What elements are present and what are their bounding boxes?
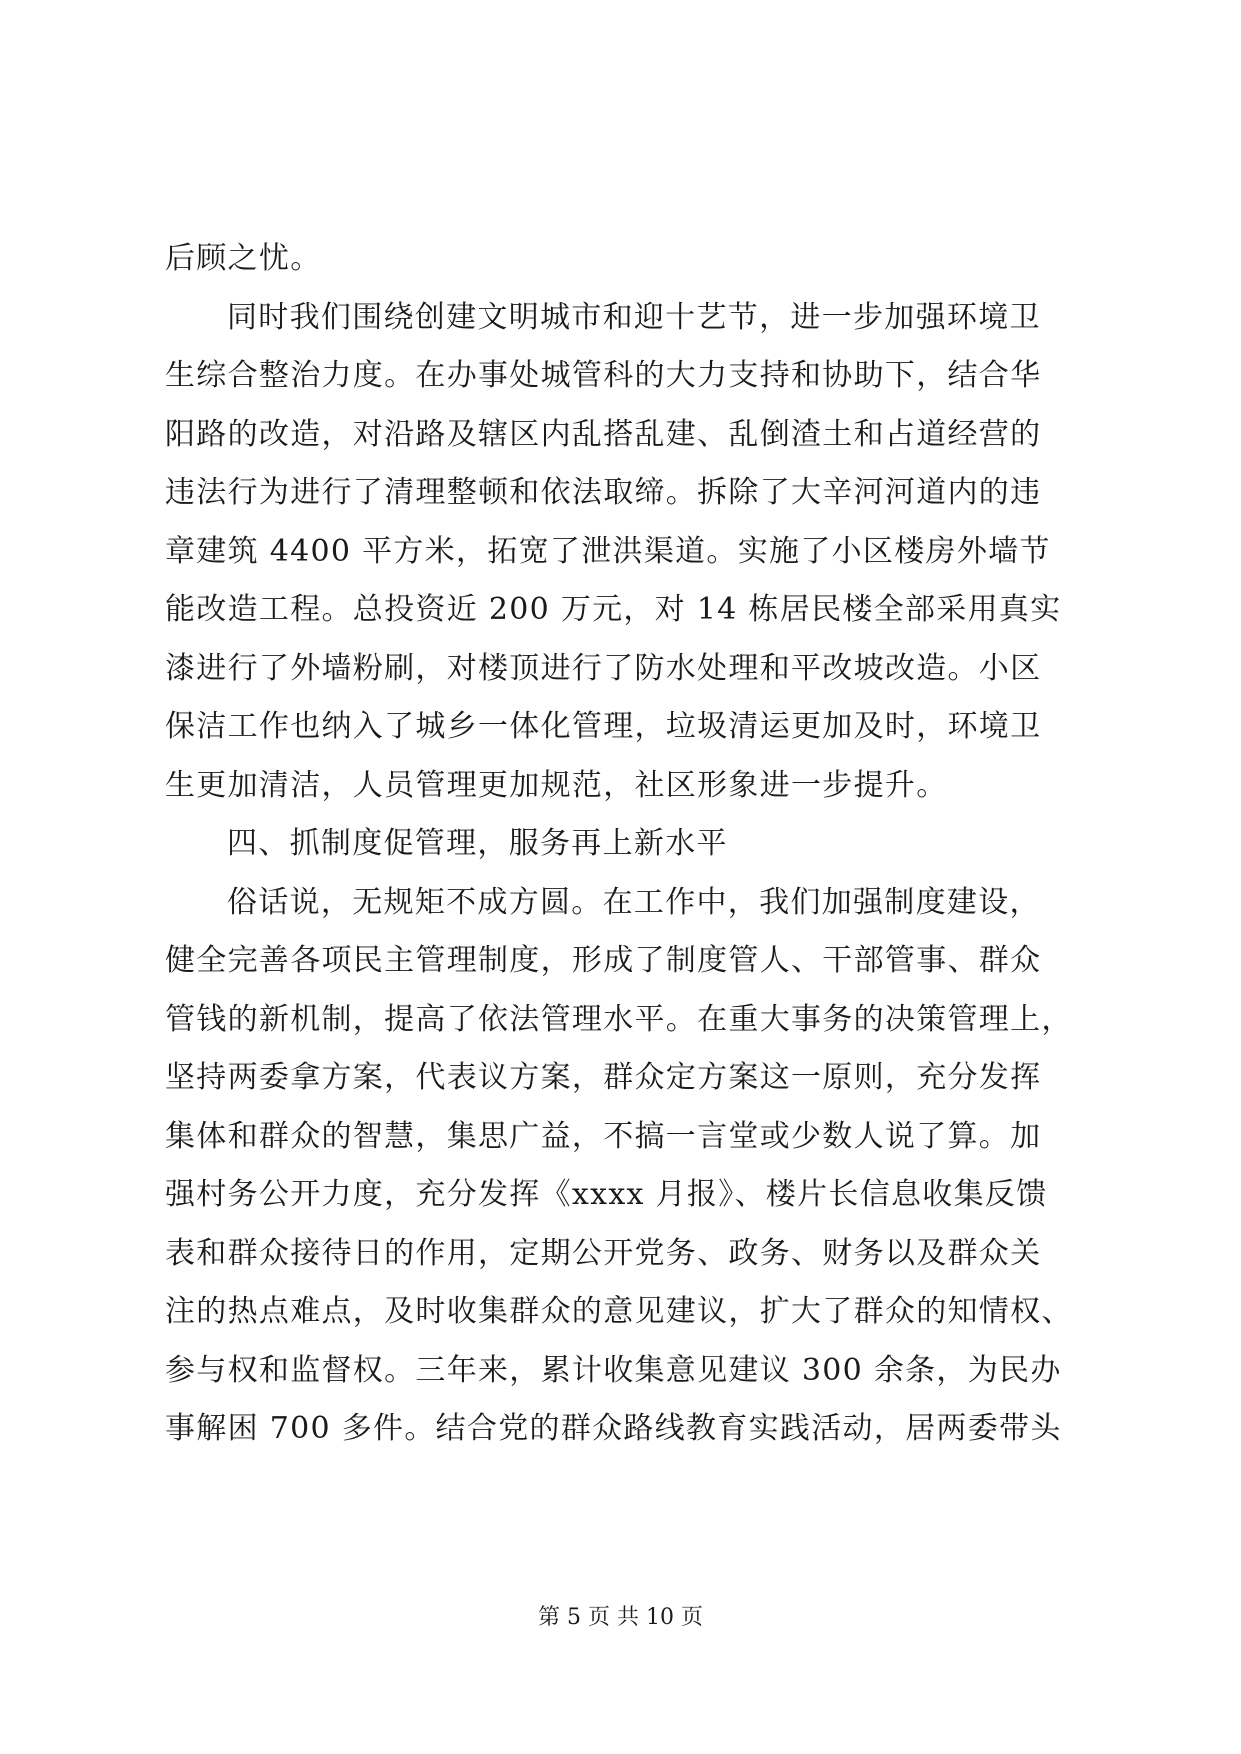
document-body <box>165 230 1095 1459</box>
section-heading: 四、抓制度促管理，服务再上新水平 <box>227 826 728 861</box>
body-line: 阳路的改造，对沿路及辖区内乱搭乱建、乱倒渣土和占道经营的 <box>165 416 1042 452</box>
body-line: 章建筑 4400 平方米，拓宽了泄洪渠道。实施了小区楼房外墙节 <box>165 533 1051 569</box>
body-line: 违法行为进行了清理整顿和依法取缔。拆除了大辛河河道内的违 <box>165 475 1042 510</box>
body-line: 注的热点难点，及时收集群众的意见建议，扩大了群众的知情权、 <box>165 1294 1073 1329</box>
body-line: 集体和群众的智慧，集思广益，不搞一言堂或少数人说了算。加 <box>165 1118 1042 1154</box>
body-line: 生综合整治力度。在办事处城管科的大力支持和协助下，结合华 <box>165 358 1042 393</box>
body-line: 漆进行了外墙粉刷，对楼顶进行了防水处理和平改坡改造。小区 <box>165 650 1042 686</box>
body-line: 表和群众接待日的作用，定期公开党务、政务、财务以及群众关 <box>165 1235 1042 1271</box>
body-line: 生更加清洁，人员管理更加规范，社区形象进一步提升。 <box>165 767 948 803</box>
body-line: 坚持两委拿方案，代表议方案，群众定方案这一原则，充分发挥 <box>165 1060 1042 1095</box>
body-line: 管钱的新机制，提高了依法管理水平。在重大事务的决策管理上， <box>165 1001 1073 1037</box>
body-line: 事解困 700 多件。结合党的群众路线教育实践活动，居两委带头 <box>165 1411 1062 1446</box>
body-line: 参与权和监督权。三年来，累计收集意见建议 300 余条，为民办 <box>165 1352 1062 1388</box>
body-line: 强村务公开力度，充分发挥《xxxx 月报》、楼片长信息收集反馈 <box>165 1177 1048 1212</box>
page-number-footer: 第 5 页 共 10 页 <box>538 1605 703 1630</box>
body-line: 能改造工程。总投资近 200 万元，对 14 栋居民楼全部采用真实 <box>165 592 1062 627</box>
body-line: 健全完善各项民主管理制度，形成了制度管人、干部管事、群众 <box>165 943 1042 978</box>
body-line: 后顾之忧。 <box>165 241 322 276</box>
body-line: 保洁工作也纳入了城乡一体化管理，垃圾清运更加及时，环境卫 <box>165 709 1042 744</box>
paragraph-start-line: 俗话说，无规矩不成方圆。在工作中，我们加强制度建设， <box>227 884 1041 920</box>
paragraph-start-line: 同时我们围绕创建文明城市和迎十艺节，进一步加强环境卫 <box>227 299 1041 335</box>
